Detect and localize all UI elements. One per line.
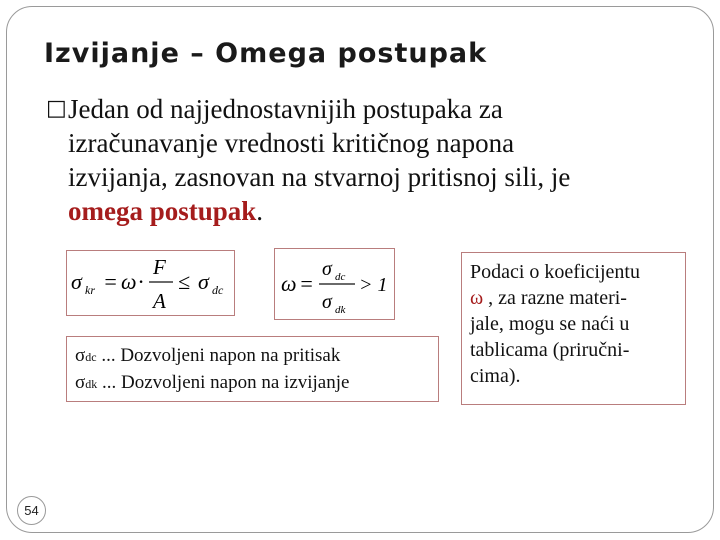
legend-text: ... Dozvoljeni napon na izvijanje: [97, 372, 350, 393]
side-note-line-2-text: , za razne materi-: [483, 287, 627, 309]
bullet-paragraph: [46, 92, 686, 228]
formula-box-2: [274, 248, 395, 320]
legend-text: ... Dozvoljeni napon na pritisak: [96, 345, 341, 366]
f1-lhs-sub: kr: [85, 283, 95, 297]
f1-lhs: σ: [71, 269, 82, 294]
paragraph-period: .: [256, 196, 264, 226]
f1-numerator: F: [153, 255, 166, 279]
side-note-line-4: tablicama (priručni-: [470, 339, 630, 361]
side-note-line-5: cima).: [470, 365, 521, 387]
paragraph-line-3: izvijanja, zasnovan na stvarnoj pritisnoj sili, je: [68, 162, 571, 192]
f2-gt-one: > 1: [359, 274, 388, 296]
side-note-line-1: Podaci o koeficijentu: [470, 261, 640, 283]
legend-symbol: σ: [75, 345, 86, 366]
f2-omega: ω: [281, 271, 297, 296]
legend-item-dk: [75, 370, 430, 397]
side-note-line-3: jale, mogu se naći u: [470, 313, 630, 335]
f2-denominator: σ: [322, 291, 332, 313]
formula-2-svg: [275, 249, 394, 319]
f1-le: ≤: [178, 269, 191, 294]
side-note-box: [461, 252, 686, 405]
paragraph-line-2: izračunavanje vrednosti kritičnog napona: [68, 128, 515, 158]
f2-den-sub: dk: [335, 304, 346, 316]
f1-dot: ·: [138, 269, 144, 294]
legend-sub: dk: [85, 377, 98, 391]
paragraph-line-4: [46, 194, 686, 228]
legend-box: [66, 336, 439, 402]
f2-numerator: σ: [322, 258, 332, 280]
side-note-line-2: [470, 285, 677, 311]
f2-eq: =: [299, 271, 314, 296]
f1-rhs-sub: dc: [212, 283, 224, 297]
f1-rhs: σ: [198, 269, 209, 294]
paragraph-emphasis: omega postupak: [68, 196, 257, 226]
legend-symbol: σ: [75, 372, 86, 393]
slide-title: Izvijanje – Omega postupak: [44, 38, 488, 69]
legend-sub: dc: [85, 350, 97, 364]
f1-omega: ω: [121, 269, 137, 294]
legend-item-dc: [75, 343, 430, 370]
f2-num-sub: dc: [335, 271, 346, 283]
f1-denominator: A: [153, 289, 166, 313]
formula-box-1: [66, 250, 235, 316]
f1-eq: =: [103, 269, 118, 294]
paragraph-line-1: Jedan od najjednostavnijih postupaka za: [68, 94, 503, 124]
formula-1-svg: [67, 251, 234, 315]
page-number: 54: [17, 496, 46, 525]
bullet-icon: □: [46, 96, 67, 121]
omega-symbol: ω: [470, 287, 484, 309]
